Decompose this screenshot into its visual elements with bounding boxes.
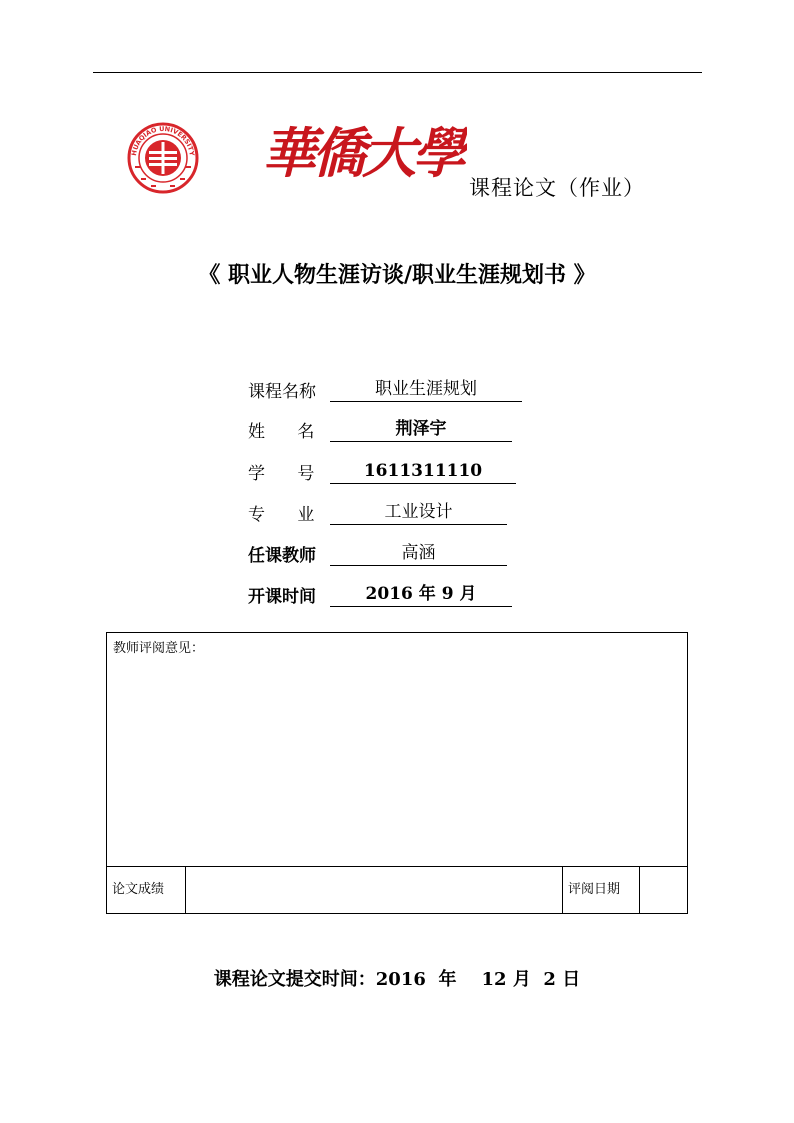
course-time-value: 2016 年 9 月: [330, 582, 512, 607]
teacher-value: 高涵: [330, 541, 507, 566]
teacher-comment-table: [106, 632, 688, 914]
major-value: 工业设计: [330, 500, 507, 525]
review-date-value-cell: [640, 867, 687, 913]
comment-label: 教师评阅意见：: [113, 641, 205, 656]
course-name-value: 职业生涯规划: [330, 377, 522, 402]
teacher-label: 任课教师: [248, 546, 316, 566]
student-name-label: 姓 名: [248, 422, 315, 442]
course-name-label: 课程名称: [248, 382, 316, 402]
university-seal-logo: [127, 122, 199, 194]
submission-year-unit: 年: [438, 969, 457, 990]
university-calligraphy-logo: [262, 116, 467, 188]
review-date-label: 评阅日期: [563, 867, 640, 913]
grade-value-cell: [186, 867, 563, 913]
course-time-label: 开课时间: [248, 587, 316, 607]
calligraphy-text: 華僑大學: [262, 121, 462, 185]
header-rule: [93, 72, 702, 73]
submission-day: 2: [543, 969, 556, 990]
grade-row: [107, 866, 687, 913]
submission-time: [0, 965, 794, 991]
page-title: 《 职业人物生涯访谈/职业生涯规划书 》: [198, 263, 596, 288]
major-label: 专 业: [248, 505, 315, 525]
seal-text: HUAQIAO UNIVERSITY: [130, 124, 196, 157]
submission-day-unit: 日: [562, 969, 581, 990]
submission-label: 课程论文提交时间：: [213, 969, 376, 990]
submission-year: 2016: [375, 969, 426, 990]
student-name-value: 荆泽宇: [330, 417, 512, 442]
document-type: 课程论文（作业）: [469, 176, 645, 200]
student-id-label: 学 号: [248, 464, 315, 484]
submission-month: 12: [481, 969, 507, 990]
submission-month-unit: 月: [512, 969, 531, 990]
student-id-value: 1611311110: [330, 459, 516, 484]
grade-label: 论文成绩: [107, 867, 186, 913]
